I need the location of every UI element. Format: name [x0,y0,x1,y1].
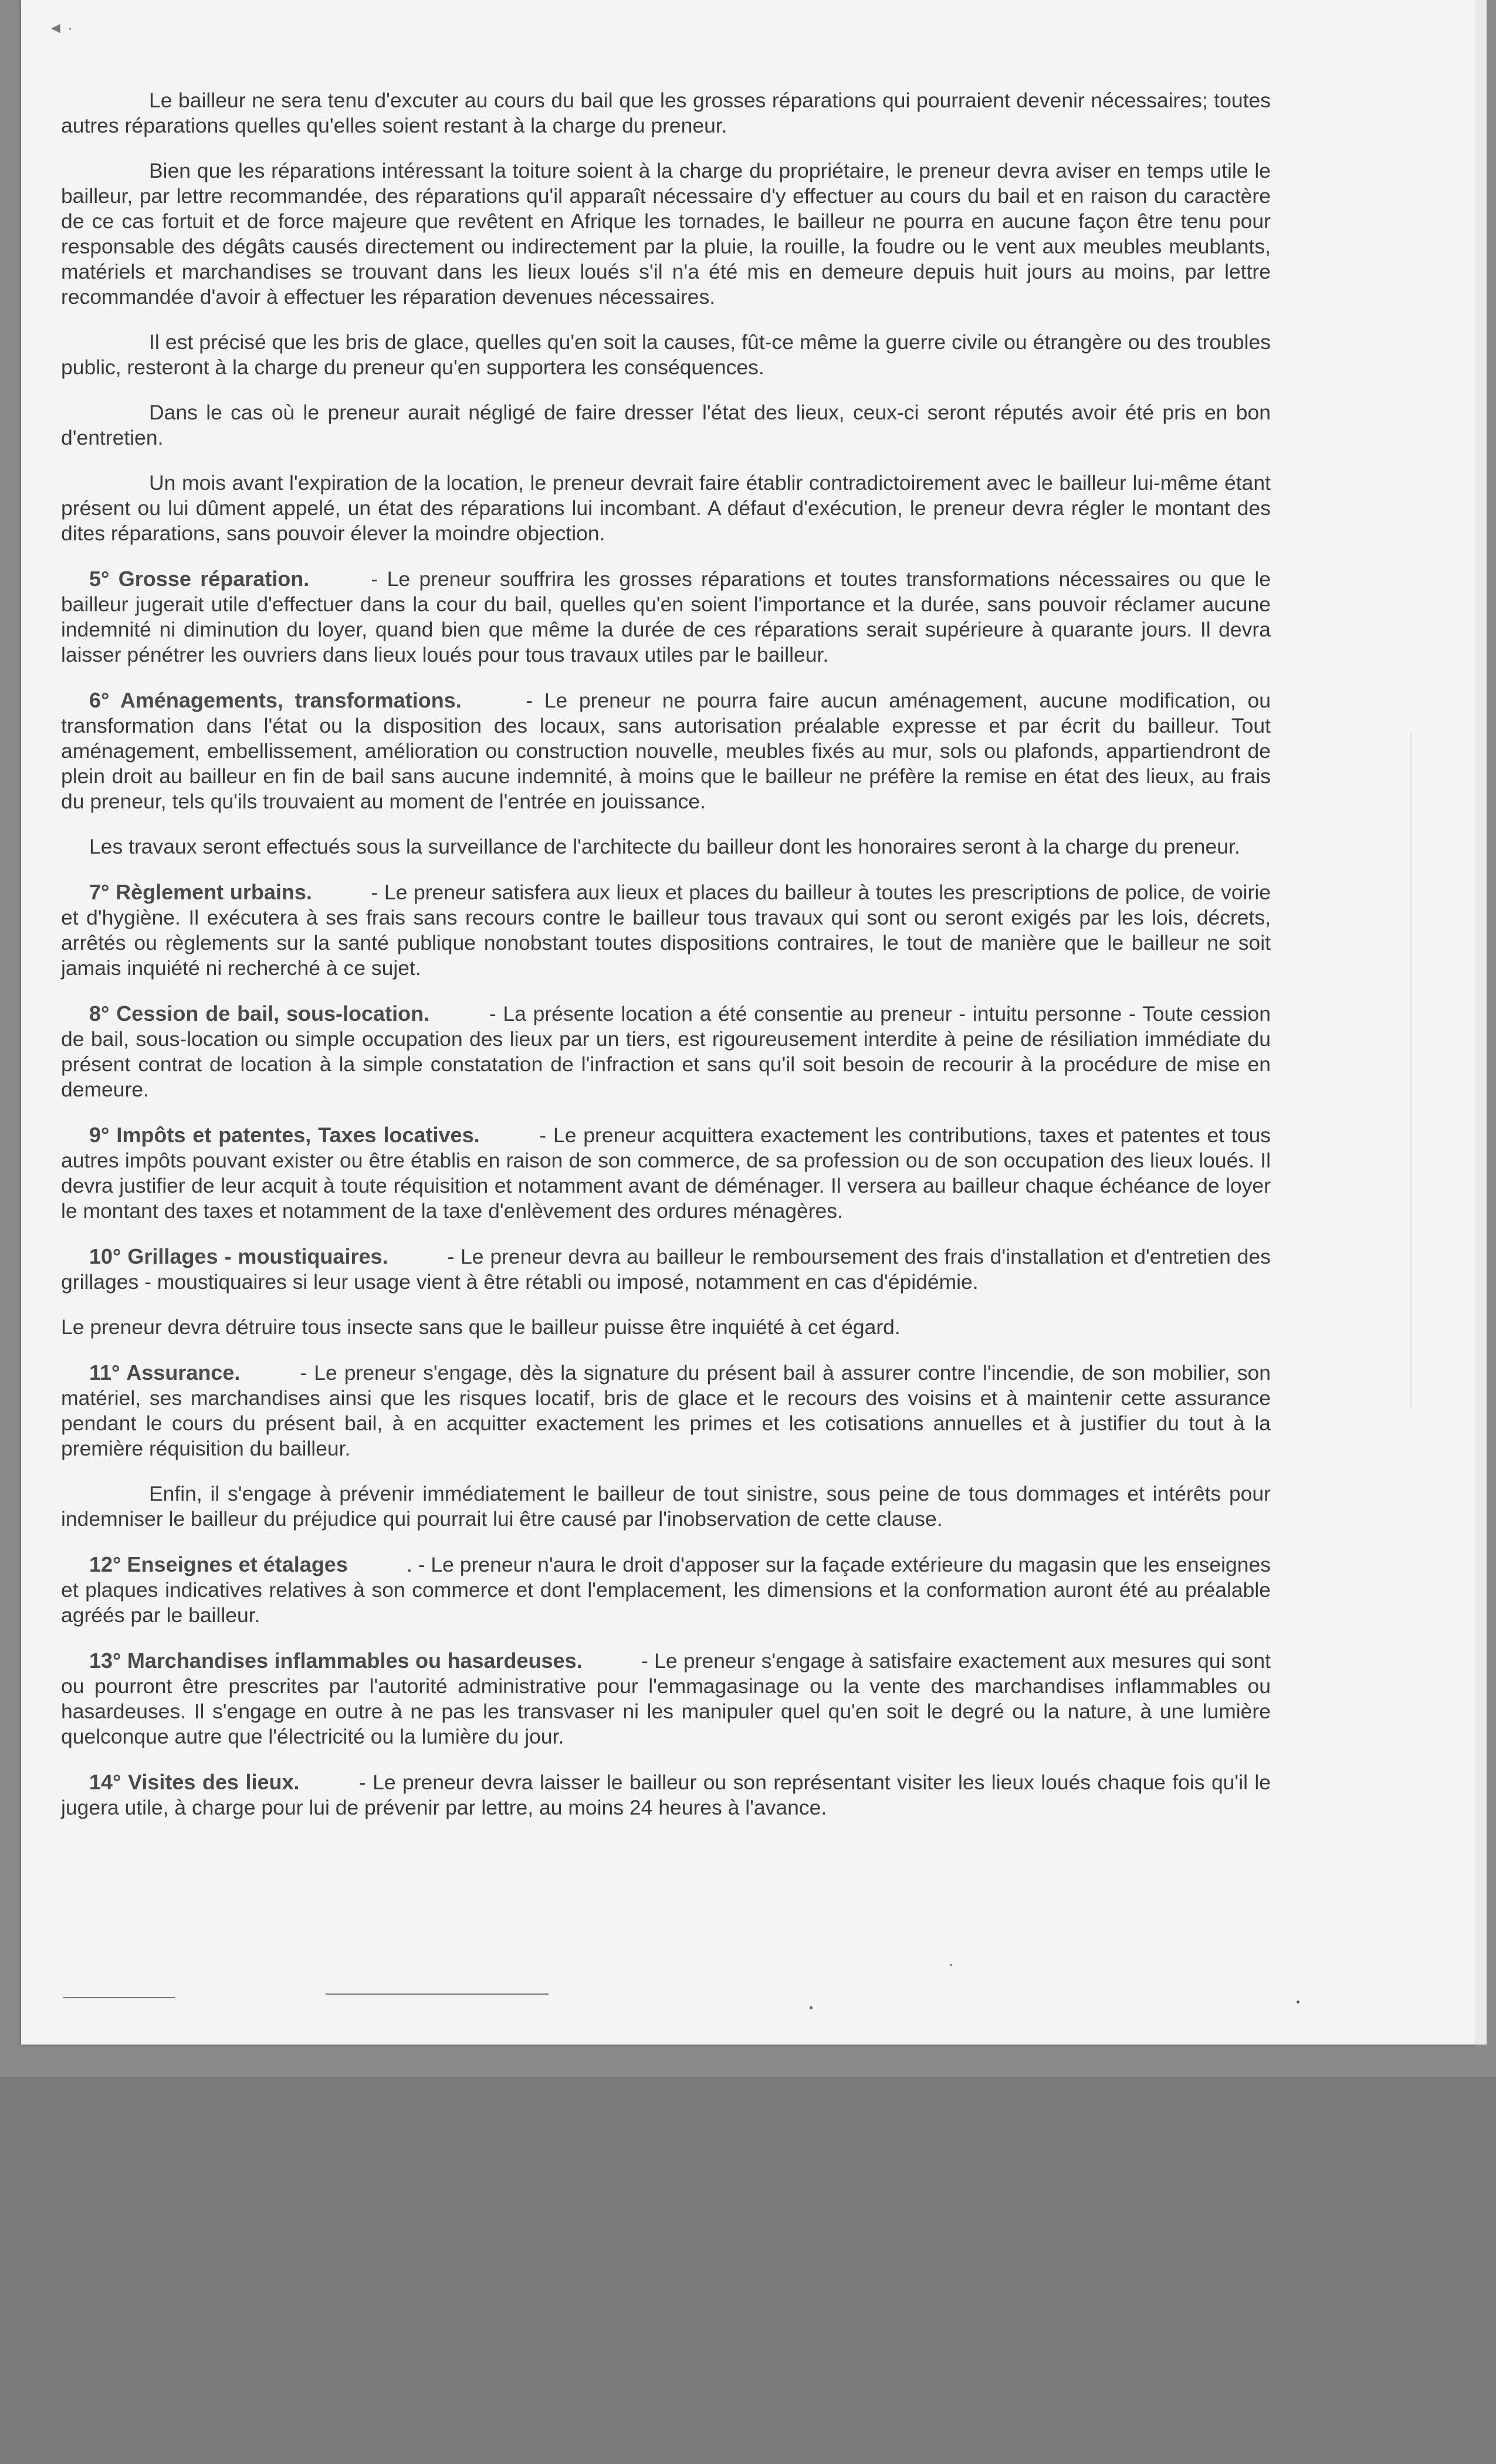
clause-heading: 12° Enseignes et étalages [89,1552,348,1576]
paragraph-text: - Le preneur s'engage à satisfaire exactement aux mesures qui sont ou pourront être prescrites par l'autorité administrative pour l'emmagasinage ou la vente des marchandises inflammables ou hasardeuses. Il s'engage en outre à ne pas les transvaser ni les manipuler quel qu'en soit le degré ou la nature, à une lumière quelconque autre que l'électricité ou la lumière du jour. [61,1649,1271,1748]
paragraph-works-supervision [61,834,1271,859]
clause-6-alterations [61,688,1271,814]
paragraph-text: - Le preneur satisfera aux lieux et places du bailleur à toutes les prescriptions de police, de voirie et d'hygiène. Il exécutera à ses frais sans recours contre le bailleur tous travaux qui sont ou seront exigés par les lois, décrets, arrêtés ou règlements sur la santé publique nonobstant toutes dispositions contraires, le tout de manière que le bailleur ne soit jamais inquiété ni recherché à ce sujet. [61,881,1271,980]
paragraph-repairs-bailleur [61,88,1271,138]
clause-10-mosquito-screens [61,1244,1271,1295]
signature-line-left [63,1997,175,1998]
paragraph-end-of-lease [61,471,1271,546]
paragraph-text: Il est précisé que les bris de glace, quelles qu'en soit la causes, fût-ce même la guerre civile ou étrangère ou des troubles public, resteront à la charge du preneur qu'en supportera les conséquences. [61,330,1271,379]
paragraph-text: Bien que les réparations intéressant la toiture soient à la charge du propriétaire, le preneur devra aviser en temps utile le bailleur, par lettre recommandée, des réparations qu'il apparaît nécessaire d'y effectuer au cours du bail et en raison du caractère de ce cas fortuit et de force majeure que revêtent en Afrique les tornades, le bailleur ne pourra en aucune façon être tenu pour responsable des dégâts causés directement ou indirectement par la pluie, la rouille, la foudre ou le vent aux meubles meublants, matériels et marchandises se trouvant dans les lieux loués s'il n'a été mis en demeure depuis huit jours au moins, par lettre recommandée d'avoir à effectuer les réparation devenues nécessaires. [61,159,1271,309]
paragraph-text: Un mois avant l'expiration de la location, le preneur devrait faire établir contradictoirement avec le bailleur lui-même étant présent ou lui dûment appelé, un état des réparations lui incombant. A défaut d'exécution, le preneur devra régler le montant des dites réparations, sans pouvoir élever la moindre objection. [61,471,1271,545]
paragraph-text: Les travaux seront effectués sous la surveillance de l'architecte du bailleur dont les honoraires seront à la charge du preneur. [89,835,1240,858]
paragraph-text: Enfin, il s'engage à prévenir immédiatement le bailleur de tout sinistre, sous peine de tous dommages et intérêts pour indemniser le bailleur du préjudice qui pourrait lui être causé par l'inobservation de cette clause. [61,1482,1271,1531]
clause-heading: 9° Impôts et patentes, Taxes locatives. [89,1123,480,1147]
scan-artifact-line [1410,733,1412,1408]
clause-5-major-repairs [61,566,1271,668]
clause-heading: 6° Aménagements, transformations. [89,688,462,712]
clause-12-signs [61,1552,1271,1628]
clause-8-sublease [61,1001,1271,1102]
paragraph-insects [61,1315,1271,1340]
document-body [61,88,1271,1840]
paragraph-state-of-premises [61,400,1271,451]
clause-7-urban-regulations [61,879,1271,981]
clause-heading: 14° Visites des lieux. [89,1770,300,1794]
signature-line-right [326,1993,549,1995]
clause-heading: 5° Grosse réparation. [89,567,310,591]
clause-heading: 8° Cession de bail, sous-location. [89,1001,430,1025]
page-edge [1475,0,1487,2045]
clause-heading: 7° Règlement urbains. [89,880,312,904]
corner-mark: ◄ · [48,19,73,36]
scan-speck [950,1964,952,1966]
clause-14-visits [61,1769,1271,1820]
paragraph-glass-breakage [61,330,1271,380]
paragraph-text: - La présente location a été consentie au preneur - intuitu personne - Toute cession de bail, sous-location ou simple occupation des lieux par un tiers, est rigoureusement interdite à peine de résiliation immédiate du présent contrat de location à la simple constatation de l'infraction et sans qu'il soit besoin de recourir à la procédure de mise en demeure. [61,1002,1271,1101]
clause-heading: 10° Grillages - moustiquaires. [89,1244,388,1268]
paragraph-claim-notice [61,1481,1271,1532]
paragraph-text: - Le preneur souffrira les grosses réparations et toutes transformations nécessaires ou que le bailleur jugerait utile d'effectuer dans la cour du bail, quelles qu'en soient l'importance et la durée, sans pouvoir réclamer aucune indemnité ni diminution du loyer, quand bien que même la durée de ces réparations serait supérieure à quarante jours. Il devra laisser pénétrer les ouvriers dans lieux loués pour tous travaux utiles par le bailleur. [61,567,1271,666]
paragraph-text: . - Le preneur n'aura le droit d'apposer sur la façade extérieure du magasin que les enseignes et plaques indicatives relatives à son commerce et dont l'emplacement, les dimensions et la conformation auront été au préalable agréés par le bailleur. [61,1553,1271,1627]
paragraph-text: - Le preneur acquittera exactement les contributions, taxes et patentes et tous autres impôts pouvant exister ou être établis en raison de son commerce, de sa profession ou de son occupation des lieux loués. Il devra justifier de leur acquit à toute réquisition et notamment avant de déménager. Il versera au bailleur chaque échéance de loyer le montant des taxes et notamment de la taxe d'enlèvement des ordures ménagères. [61,1123,1271,1223]
scan-speck [1297,2001,1299,2003]
paragraph-text: - Le preneur devra au bailleur le remboursement des frais d'installation et d'entretien des grillages - moustiquaires si leur usage vient à être rétabli ou imposé, notamment en cas d'épidémie. [61,1245,1271,1294]
paragraph-text: - Le preneur devra laisser le bailleur ou son représentant visiter les lieux loués chaque fois qu'il le jugera utile, à charge pour lui de prévenir par lettre, au moins 24 heures à l'avance. [61,1771,1271,1819]
paragraph-text: Dans le cas où le preneur aurait négligé de faire dresser l'état des lieux, ceux-ci seront réputés avoir été pris en bon d'entretien. [61,401,1271,449]
clause-13-flammables [61,1648,1271,1749]
clause-9-taxes [61,1122,1271,1224]
paragraph-text: - Le preneur ne pourra faire aucun aménagement, aucune modification, ou transformation dans l'état ou la disposition des locaux, sans autorisation préalable expresse et par écrit du bailleur. Tout aménagement, embellissement, amélioration ou construction nouvelle, meubles fixés au mur, sols ou plafonds, appartiendront de plein droit au bailleur en fin de bail sans aucune indemnité, à moins que le bailleur ne préfère la remise en état des lieux, au frais du preneur, tels qu'ils trouvaient au moment de l'entrée en jouissance. [61,689,1271,813]
paragraph-roof-repairs [61,158,1271,310]
paragraph-text: - Le preneur s'engage, dès la signature du présent bail à assurer contre l'incendie, de son mobilier, son matériel, ses marchandises ainsi que les risques locatif, bris de glace et le recours des voisins et à maintenir cette assurance pendant le cours du présent bail, à en acquitter exactement les primes et les cotisations annuelles et à justifier du tout à la première réquisition du bailleur. [61,1361,1271,1460]
paragraph-text: Le bailleur ne sera tenu d'excuter au cours du bail que les grosses réparations qui pourraient devenir nécessaires; toutes autres réparations quelles qu'elles soient restant à la charge du preneur. [61,89,1271,137]
scan-speck [810,2006,813,2009]
paragraph-text: Le preneur devra détruire tous insecte sans que le bailleur puisse être inquiété à cet égard. [61,1315,901,1339]
clause-heading: 13° Marchandises inflammables ou hasardeuses. [89,1649,583,1673]
clause-11-insurance [61,1360,1271,1461]
clause-heading: 11° Assurance. [89,1360,241,1385]
